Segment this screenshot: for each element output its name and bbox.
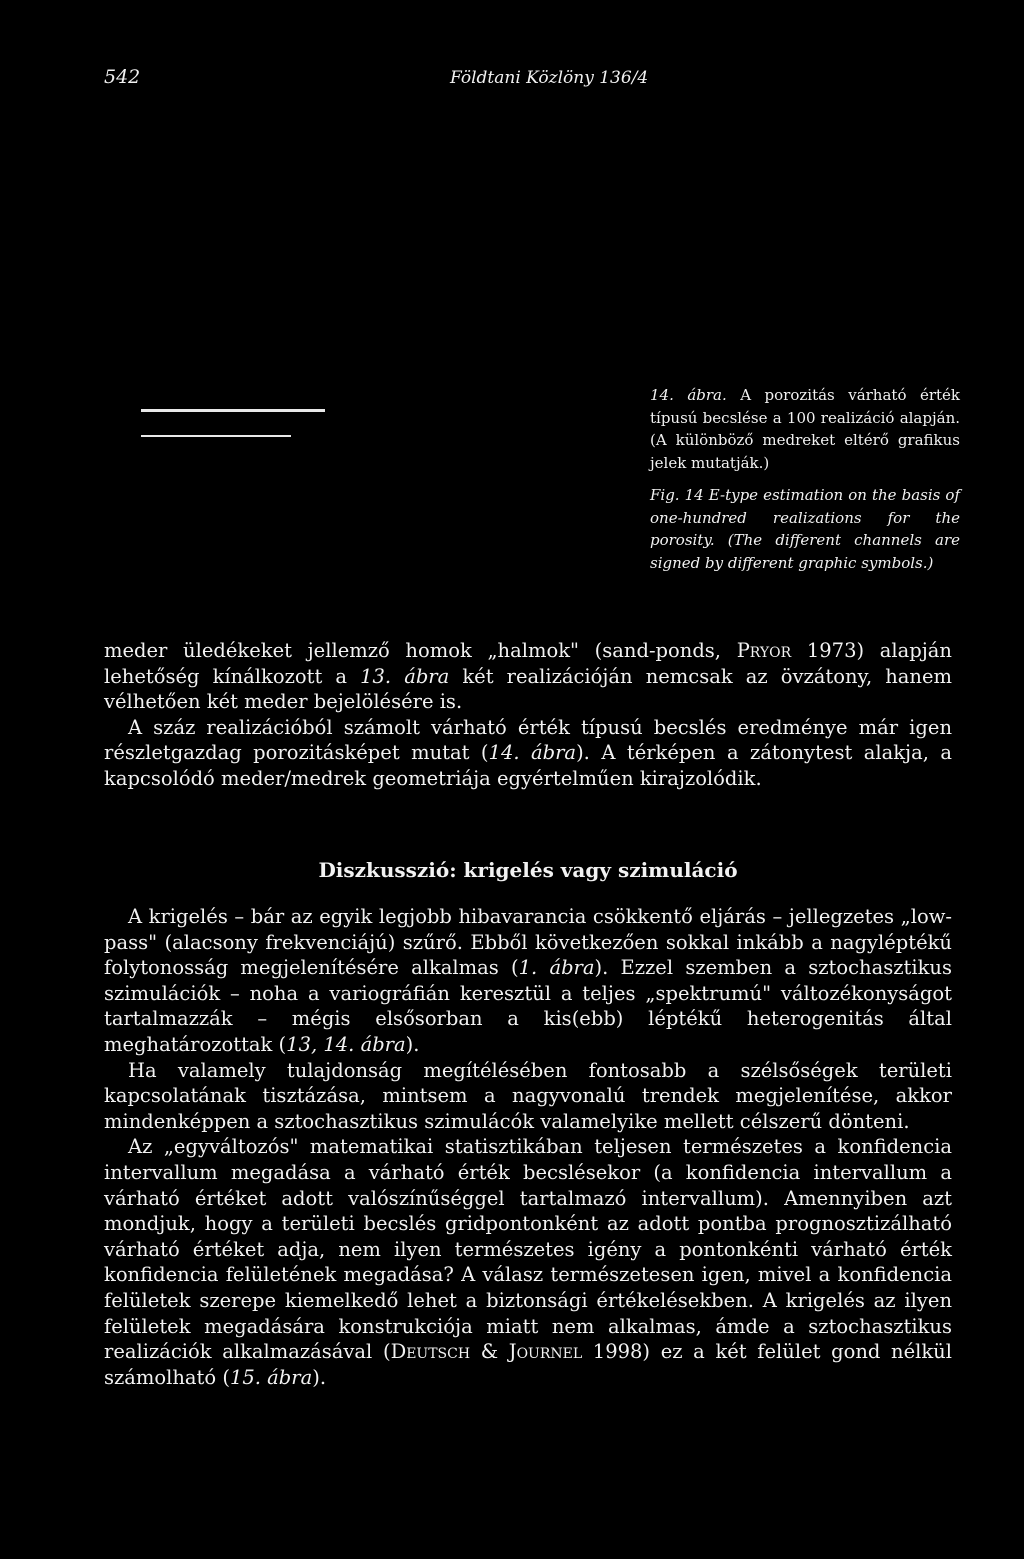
page-number: 542: [104, 66, 141, 88]
text-run: 1973) alapján lehetőség kínálkozott a: [104, 639, 952, 688]
text-run: A krigelés – bár az egyik legjobb hibavarancia csökkentő eljárás – jellegzetes „low-pass" (alacsony frekvenciájú) szűrő. Ebből következően sokkal inkább a nagyléptékű folytonosság megjelenítésére alkalmas (: [104, 905, 952, 980]
caption-label: Fig. 14: [650, 486, 704, 504]
author-name: Deutsch: [390, 1340, 471, 1364]
paragraph: [104, 904, 952, 1058]
author-name: Journel: [508, 1340, 583, 1364]
page-header: [0, 66, 1024, 96]
text-run: A száz realizációból számolt várható érték típusú becslés eredménye már igen részletgazdag porozitásképet mutat (: [104, 715, 952, 765]
text-run: ).: [312, 1365, 327, 1389]
figure-caption-hungarian: [650, 384, 960, 474]
figure-reference: 14. ábra: [488, 741, 577, 765]
figure-caption-english: [650, 484, 960, 574]
figure-legend-line: [141, 409, 325, 412]
author-name: Pryor: [736, 639, 792, 662]
paragraph: Ha valamely tulajdonság megítélésében fontosabb a szélsőségek területi kapcsolatának tisztázása, mintsem a nagyvonalú trendek megjelenítése, akkor mindenképpen a sztochasztikus szimulácók valamelyike mellett célszerű dönteni.: [104, 1058, 952, 1133]
text-run: ). Ezzel szemben a sztochasztikus szimulációk – noha a variográfián keresztül a teljes „spektrumú" változékonyságot tartalmazzák – mégis elsősorban a kis(ebb) léptékű heterogenitás által meghatározottak (: [104, 956, 952, 1056]
text-run: Az „egyváltozós" matematikai statisztikában teljesen természetes a konfidencia intervallum megadása a várható érték becslésekor (a konfidencia intervallum a várható értéket adott valószínűséggel tartalmazó intervallum). Amennyiben azt mondjuk, hogy a területi becslés gridpontonként az adott pontba prognosztizálható várható értéket adja, nem ilyen természetes igény a pontonkénti várható érték konfidencia felületének megadása? A válasz természetesen igen, mivel a konfidencia felületek szerepe kiemelkedő lehet a biztonsági értékelésekben. A krigelés az ilyen felületek megadására konstrukciója miatt nem alkalmas, ámde a sztochasztikus realizációk alkalmazásával (: [104, 1135, 952, 1364]
caption-text: E-type estimation on the basis of one-hundred realizations for the porosity. (The different channels are signed by different graphic symbols.): [650, 486, 960, 572]
paragraph: [104, 1134, 952, 1390]
caption-text: A porozitás várható érték típusú becslése a 100 realizáció alapján. (A különböző medreket eltérő grafikus jelek mutatják.): [650, 386, 960, 472]
figure-reference: 15. ábra: [229, 1365, 313, 1389]
paragraph: [104, 715, 952, 792]
body-text-top: [104, 638, 952, 792]
journal-title: Földtani Közlöny 136/4: [450, 68, 649, 88]
text-run: ). A térképen a zátonytest alakja, a kapcsolódó meder/medrek geometriája egyértelműen kirajzolódik.: [104, 741, 953, 790]
text-run: &: [470, 1340, 509, 1364]
body-text-bottom: [104, 904, 952, 1390]
figure-14-image: [104, 120, 644, 590]
text-run: ).: [405, 1032, 420, 1056]
text-run: meder üledékeket jellemző homok „halmok" (sand-ponds,: [104, 639, 737, 662]
text-run: két realizációján nemcsak az övzátony, hanem vélhetően két meder bejelölésére is.: [104, 664, 953, 714]
text-run: 1998) ez a két felület gond nélkül számolható (: [104, 1340, 952, 1389]
figure-legend-line: [141, 435, 291, 437]
caption-label: 14. ábra.: [650, 386, 727, 404]
figure-reference: 1. ábra: [518, 956, 595, 980]
paragraph: [104, 638, 952, 715]
figure-reference: 13, 14. ábra: [286, 1032, 406, 1056]
section-heading: Diszkusszió: krigelés vagy szimuláció: [318, 858, 738, 882]
figure-reference: 13. ábra: [360, 664, 450, 688]
